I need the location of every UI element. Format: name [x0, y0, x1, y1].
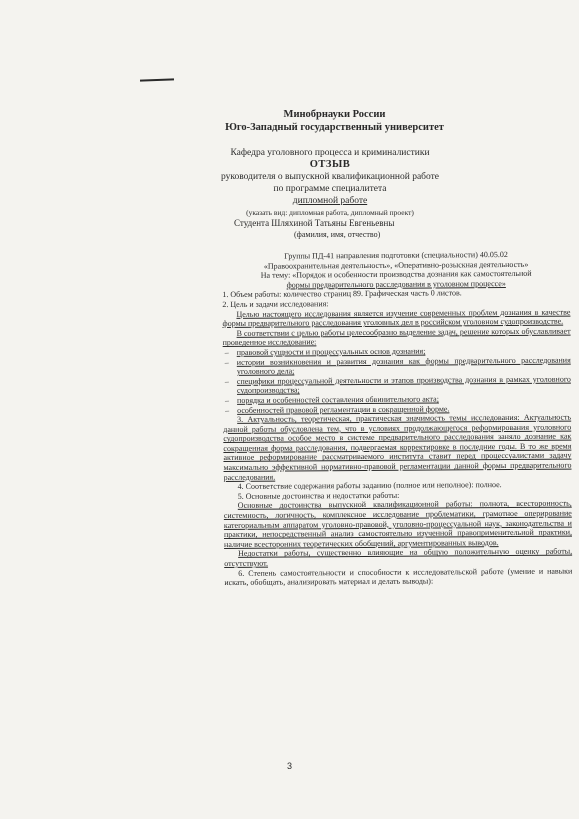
list-item: – правовой сущности и процессуальных основ дознания;	[223, 346, 571, 358]
list-item: – особенностей правовой регламентации в сокращенной форме.	[223, 403, 571, 415]
letterhead	[0, 108, 579, 134]
topic-line-1: На тему: «Порядок и особенности производства дознания как самостоятельной	[260, 269, 532, 280]
document-title: ОТЗЫВ	[309, 159, 351, 170]
tasks-list	[223, 346, 571, 416]
work-type-caption: (указать вид: дипломная работа, дипломный проект)	[246, 208, 414, 217]
topic-line-2: формы предварительного расследования в уголовном процессе»	[286, 278, 506, 290]
document-title-block	[180, 147, 480, 219]
tasks-intro: В соответствии с целью работы целесообразно выделение задач, решение которых обуславливает проведенное исследование:	[222, 326, 571, 348]
page-number: 3	[286, 761, 292, 771]
specialty-line: «Правоохранительная деятельность», «Оперативно-розыскная деятельность»	[263, 259, 529, 271]
student-caption: (фамилия, имя, отчество)	[294, 230, 381, 239]
list-item: – специфики процессуальной деятельности и этапов производства дознания в рамках уголовного судопроизводства;	[223, 374, 571, 396]
department-name: Кафедра уголовного процесса и криминалистики	[230, 148, 430, 158]
student-line: Студента Шляхиной Татьяны Евгеньевны	[234, 218, 395, 228]
flaws-paragraph: Недостатки работы, существенно влияющие на общую положительную оценку работы, отсутствуют.	[224, 546, 573, 568]
merits-heading: 5. Основные достоинства и недостатки работы:	[237, 490, 400, 501]
volume-paragraph: 1. Объем работы: количество страниц 89. Графическая часть 0 листов.	[222, 288, 462, 300]
scan-mark	[140, 78, 174, 81]
list-item: – истории возникновения и развития дознания как формы предварительного расследования уголовного дела;	[223, 355, 571, 377]
program-line: по программе специалитета	[273, 184, 387, 194]
goals-heading: 2. Цель и задачи исследования:	[222, 299, 329, 309]
merits-paragraph: Основные достоинства выпускной квалификационной работы: полнота, всесторонность, системность, логичность, комплексное исследование проблематики, грамотное оперирование категориальным аппаратом уголовно-правовой, уголовно-процессуальной наук, законодательства и практики, непосредственный анализ самостоятельно изученной правоприменительной практики, наличие всесторонних теоретических обобщений, аргументированных выводов.	[223, 499, 572, 549]
ministry-name: Минобрнауки России	[283, 109, 386, 120]
relevance-paragraph: 3. Актуальность, теоретическая, практическая значимость темы исследования: Актуальность данной работы обусловлена тем, что в условиях продолжающегося реформирования уголовного судопроизводства особое место в системе предварительного расследования заняло дознание как сокращенная форма расследования, подвергаемая корректировке в последние годы. В то же время активное реформирование рассматриваемого института ставит перед процессуалистами задачу максимально эффективной нормативно-правовой регламентации данной формы предварительного расследования.	[223, 412, 572, 482]
independence-paragraph: 6. Степень самостоятельности и способности к исследовательской работе (умение и навыки искать, обобщать, анализировать материал и делать выводы):	[224, 566, 573, 588]
goal-paragraph: Целью настоящего исследования является изучение современных проблем дознания в качестве формы предварительного расследования уголовных дел в российском уголовном судопроизводстве.	[222, 307, 571, 329]
list-item: – порядка и особенностей составления обвинительного акта;	[223, 393, 571, 405]
group-line: Группы ПД-41 направления подготовки (специальности) 40.05.02	[284, 250, 508, 261]
student-block	[234, 218, 394, 240]
conformity-paragraph: 4. Соответствие содержания работы заданию (полное или неполное): полное.	[237, 480, 502, 492]
university-name: Юго-Западный государственный университет	[225, 122, 444, 133]
work-type: дипломной работе	[292, 196, 368, 206]
review-body	[222, 250, 572, 588]
document-subtitle: руководителя о выпускной квалификационной работе	[221, 172, 439, 182]
